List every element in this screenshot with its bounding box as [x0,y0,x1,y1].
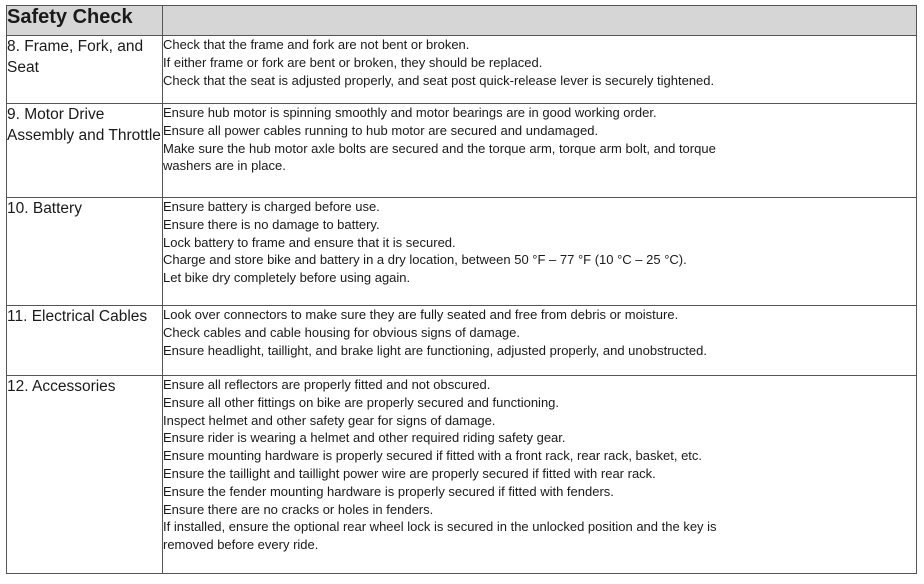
check-item: Charge and store bike and battery in a dry location, between 50 °F – 77 °F (10 °C – 25 °C). [163,252,687,268]
check-item: Ensure all power cables running to hub motor are secured and undamaged. [163,122,599,138]
check-item: Ensure hub motor is spinning smoothly and motor bearings are in good working order. [163,105,657,120]
check-item: Let bike dry completely before using again. [163,270,411,286]
check-item: Inspect helmet and other safety gear for signs of damage. [163,412,496,428]
safety-check-table [6,5,917,574]
check-item: Make sure the hub motor axle bolts are secured and the torque arm, torque arm bolt, and torque [163,140,716,156]
row-category-battery: 10. Battery [7,198,163,306]
check-item: If installed, ensure the optional rear wheel lock is secured in the unlocked position and the key is [163,519,717,535]
row-items-battery [163,198,917,306]
table-title: Safety Check [7,6,163,36]
check-item: Ensure headlight, taillight, and brake light are functioning, adjusted properly, and unobstructed. [163,342,707,358]
check-item: Ensure there is no damage to battery. [163,216,380,232]
check-item: washers are in place. [163,158,286,174]
check-item: Check cables and cable housing for obvious signs of damage. [163,324,520,340]
safety-check-container [6,5,916,574]
check-item: Ensure battery is charged before use. [163,199,380,214]
table-row [7,104,917,198]
row-items-cables [163,306,917,376]
row-items-frame [163,36,917,104]
table-header-row [7,6,917,36]
check-item: If either frame or fork are bent or broken, they should be replaced. [163,54,543,70]
check-item: Check that the frame and fork are not bent or broken. [163,37,470,52]
row-category-motor: 9. Motor Drive Assembly and Throttle [7,104,163,198]
check-item: Ensure rider is wearing a helmet and other required riding safety gear. [163,430,566,446]
table-row [7,36,917,104]
row-items-accessories [163,376,917,574]
check-item: Ensure the fender mounting hardware is properly secured if fitted with fenders. [163,483,614,499]
check-item: removed before every ride. [163,537,319,553]
row-category-frame: 8. Frame, Fork, and Seat [7,36,163,104]
check-item: Ensure mounting hardware is properly secured if fitted with a front rack, rear rack, basket, etc. [163,448,703,464]
check-item: Ensure there are no cracks or holes in fenders. [163,501,434,517]
check-item: Ensure all other fittings on bike are properly secured and functioning. [163,394,560,410]
row-category-cables: 11. Electrical Cables [7,306,163,376]
row-items-motor [163,104,917,198]
check-item: Ensure the taillight and taillight power wire are properly secured if fitted with rear rack. [163,465,656,481]
check-item: Check that the seat is adjusted properly, and seat post quick-release lever is securely tightened. [163,72,715,88]
check-item: Look over connectors to make sure they are fully seated and free from debris or moisture. [163,307,679,322]
table-row [7,198,917,306]
row-category-accessories: 12. Accessories [7,376,163,574]
check-item: Ensure all reflectors are properly fitted and not obscured. [163,377,491,392]
table-header-blank [163,6,917,36]
table-row [7,376,917,574]
check-item: Lock battery to frame and ensure that it is secured. [163,234,456,250]
table-row [7,306,917,376]
